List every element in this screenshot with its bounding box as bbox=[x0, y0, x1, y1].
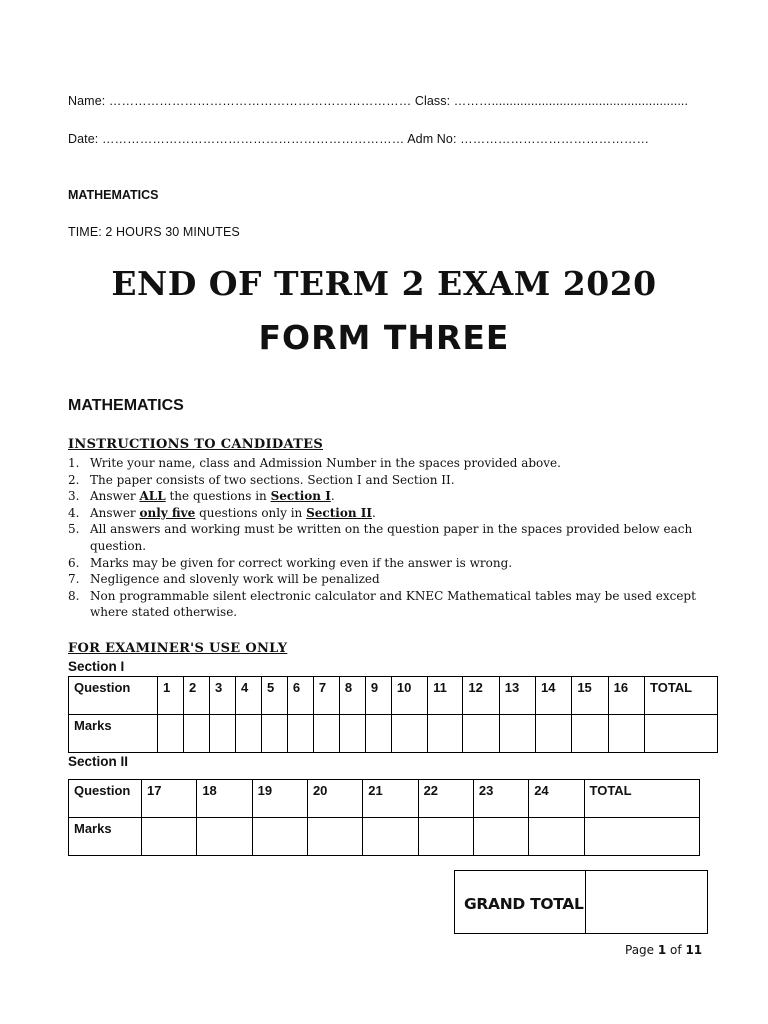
question-number: 18 bbox=[197, 780, 252, 818]
table-row bbox=[69, 780, 700, 818]
table-row bbox=[69, 715, 718, 753]
instruction-item: 1. Write your name, class and Admission Number in the spaces provided above. bbox=[68, 456, 561, 470]
instruction-item: 4. Answer only five questions only in Section II. bbox=[68, 505, 376, 520]
question-number: 9 bbox=[365, 677, 391, 715]
instruction-item: 2. The paper consists of two sections. Section I and Section II. bbox=[68, 472, 455, 487]
section1-table bbox=[68, 676, 718, 753]
marks-cell[interactable] bbox=[209, 715, 235, 753]
marks-cell[interactable] bbox=[287, 715, 313, 753]
question-number: 4 bbox=[235, 677, 261, 715]
name-class-line: Name: ……………………………………………………………… Class: ………....................................................... bbox=[68, 94, 689, 108]
total-header: TOTAL bbox=[584, 780, 700, 818]
exam-title: END OF TERM 2 EXAM 2020 bbox=[111, 264, 657, 303]
question-number: 20 bbox=[307, 780, 362, 818]
question-number: 23 bbox=[473, 780, 528, 818]
question-number: 5 bbox=[261, 677, 287, 715]
subject-heading: MATHEMATICS bbox=[68, 397, 184, 414]
section2-label: Section II bbox=[68, 754, 129, 769]
question-number: 8 bbox=[339, 677, 365, 715]
marks-cell[interactable] bbox=[252, 818, 307, 856]
marks-cell[interactable] bbox=[536, 715, 572, 753]
marks-cell[interactable] bbox=[391, 715, 427, 753]
table-row bbox=[69, 818, 700, 856]
examiner-heading: FOR EXAMINER'S USE ONLY bbox=[68, 641, 288, 656]
question-number: 14 bbox=[536, 677, 572, 715]
question-header: Question bbox=[69, 780, 142, 818]
subject-label: MATHEMATICS bbox=[68, 188, 159, 202]
question-number: 6 bbox=[287, 677, 313, 715]
marks-header: Marks bbox=[69, 715, 158, 753]
marks-cell[interactable] bbox=[473, 818, 528, 856]
question-number: 2 bbox=[183, 677, 209, 715]
question-number: 15 bbox=[572, 677, 608, 715]
marks-cell[interactable] bbox=[339, 715, 365, 753]
table-row bbox=[69, 677, 718, 715]
instructions-list bbox=[68, 455, 708, 621]
instruction-item: 3. Answer ALL the questions in Section I. bbox=[68, 489, 335, 504]
grand-total-divider bbox=[585, 871, 586, 933]
question-number: 24 bbox=[529, 780, 584, 818]
instruction-item: 8. Non programmable silent electronic calculator and KNEC Mathematical tables may be used except where stated otherwise. bbox=[68, 588, 696, 620]
section1-label: Section I bbox=[68, 659, 125, 674]
question-number: 3 bbox=[209, 677, 235, 715]
page-number: Page 1 of 11 bbox=[625, 943, 703, 957]
question-number: 13 bbox=[499, 677, 535, 715]
time-label: TIME: 2 HOURS 30 MINUTES bbox=[68, 225, 240, 239]
question-number: 10 bbox=[391, 677, 427, 715]
question-number: 19 bbox=[252, 780, 307, 818]
question-number: 12 bbox=[463, 677, 499, 715]
instruction-item: 6. Marks may be given for correct working even if the answer is wrong. bbox=[68, 555, 513, 570]
marks-cell[interactable] bbox=[158, 715, 184, 753]
marks-cell[interactable] bbox=[418, 818, 473, 856]
date-adm-line: Date: ……………………………………………………………… Adm No: ……………………………………… bbox=[68, 132, 650, 146]
question-number: 1 bbox=[158, 677, 184, 715]
marks-cell[interactable] bbox=[572, 715, 608, 753]
marks-cell[interactable] bbox=[183, 715, 209, 753]
marks-cell[interactable] bbox=[197, 818, 252, 856]
total-header: TOTAL bbox=[645, 677, 718, 715]
marks-cell[interactable] bbox=[365, 715, 391, 753]
marks-cell[interactable] bbox=[363, 818, 418, 856]
marks-cell[interactable] bbox=[529, 818, 584, 856]
instruction-item: 5. All answers and working must be written on the question paper in the spaces provided below each question. bbox=[68, 522, 693, 553]
question-number: 21 bbox=[363, 780, 418, 818]
marks-cell[interactable] bbox=[499, 715, 535, 753]
grand-total-label: GRAND TOTAL bbox=[464, 895, 584, 913]
question-number: 22 bbox=[418, 780, 473, 818]
question-number: 16 bbox=[608, 677, 644, 715]
marks-cell[interactable] bbox=[313, 715, 339, 753]
question-number: 7 bbox=[313, 677, 339, 715]
form-title: FORM THREE bbox=[258, 318, 510, 357]
section2-table bbox=[68, 779, 700, 856]
marks-total-cell[interactable] bbox=[584, 818, 700, 856]
marks-cell[interactable] bbox=[428, 715, 463, 753]
marks-cell[interactable] bbox=[261, 715, 287, 753]
question-header: Question bbox=[69, 677, 158, 715]
marks-cell[interactable] bbox=[463, 715, 499, 753]
marks-header: Marks bbox=[69, 818, 142, 856]
marks-total-cell[interactable] bbox=[645, 715, 718, 753]
marks-cell[interactable] bbox=[608, 715, 644, 753]
question-number: 11 bbox=[428, 677, 463, 715]
question-number: 17 bbox=[142, 780, 197, 818]
instruction-item: 7. Negligence and slovenly work will be penalized bbox=[68, 572, 380, 587]
marks-cell[interactable] bbox=[307, 818, 362, 856]
marks-cell[interactable] bbox=[235, 715, 261, 753]
marks-cell[interactable] bbox=[142, 818, 197, 856]
instructions-heading: INSTRUCTIONS TO CANDIDATES bbox=[68, 437, 324, 452]
grand-total-box bbox=[454, 870, 708, 934]
